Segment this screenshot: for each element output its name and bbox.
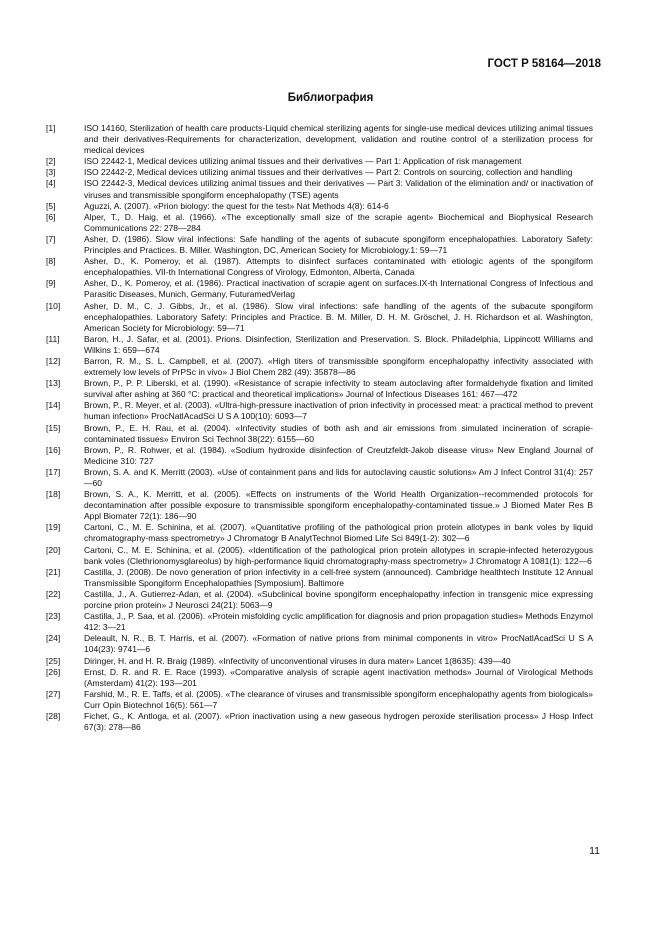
reference-item [46, 656, 593, 667]
reference-item [46, 334, 593, 356]
bibliography-list [46, 123, 593, 733]
reference-text: Brown, S. A., K. Merritt, et al. (2005). «Effects on instruments of the World Health Organization--recommended protocols for decontamination after possible exposure to transmissible spongiform encephalopathy-contaminated tissue.» J Biomed Mater Res B Appl Biomater 72(1): 186—90 [84, 489, 593, 522]
reference-number: [11] [46, 333, 60, 344]
reference-text: ISO 22442-2, Medical devices utilizing animal tissues and their derivatives — Part 2: Controls on sourcing, collection and handling [84, 167, 573, 178]
reference-number: [15] [46, 422, 61, 433]
reference-item [46, 633, 593, 655]
reference-item [46, 489, 593, 522]
reference-number: [27] [46, 688, 61, 699]
reference-item [46, 545, 593, 567]
reference-text: Brown, P., P. P. Liberski, et al. (1990). «Resistance of scrapie infectivity to steam autoclaving after formaldehyde fixation and limited survival after ashing at 360 °C: practical and theoretical implications» Journal of Infectious Diseases 161: 467—472 [84, 378, 593, 400]
reference-number: [10] [46, 300, 61, 311]
reference-number: [9] [46, 278, 56, 289]
reference-item [46, 711, 593, 733]
reference-text: ISO 14160, Sterilization of health care products-Liquid chemical sterilizing agents for single-use medical devices utilizing animal tissues and their derivatives-Requirements for characterization, development, validation and routine control of a sterilization process for medical devices [84, 123, 593, 156]
reference-item [46, 423, 593, 445]
reference-number: [23] [46, 611, 61, 622]
reference-text: Barron, R. M., S. L. Campbell, et al. (2007). «High titers of transmissible spongiform encephalopathy infectivity associated with extremely low levels of PrPSc in vivo» J Biol Chem 282 (49): 35878—86 [84, 355, 593, 378]
reference-number: [5] [46, 200, 56, 211]
reference-item [46, 356, 593, 378]
reference-number: [13] [46, 378, 61, 389]
reference-number: [14] [46, 400, 61, 411]
reference-text: Cartoni, C., M. E. Schinina, et al. (2005). «Identification of the pathological prion protein allotypes in scrapie-infected heterozygous bank voles (Clethrionomysglareolus) by high-performance liquid chromatography-mass spectrometry» J Chromatogr A 1081(1): 122—6 [84, 544, 593, 566]
reference-number: [2] [46, 156, 56, 167]
reference-number: [8] [46, 256, 56, 267]
reference-item [46, 301, 593, 334]
reference-item [46, 156, 593, 167]
reference-text: Baron, H., J. Safar, et al. (2001). Prions. Disinfection, Sterilization and Preservation. S. Block. Philadelphia, Lippincott Williams and Wilkins 1: 659—674 [84, 333, 593, 355]
reference-item [46, 589, 593, 611]
reference-item [46, 522, 593, 544]
reference-number: [12] [46, 355, 61, 366]
reference-number: [6] [46, 211, 56, 222]
reference-number: [16] [46, 444, 61, 455]
reference-text: Castilla, J. (2008). De novo generation of prion infectivity in a cell-free system (announced). Cambridge healthtech Institute 12 Annual Transmissible Spongiform Encephalopathies [Symposium]. Baltimore [84, 566, 593, 588]
reference-item [46, 278, 593, 300]
reference-text: Asher, D., K. Pomeroy, et al. (1986). Practical inactivation of scrapie agent on surfaces.IX-th International Congress of Infectious and Parasitic Diseases, Munich, Germany, FuturamedVerlag [84, 278, 593, 300]
reference-number: [18] [46, 489, 61, 500]
reference-item [46, 123, 593, 156]
reference-text: Brown, P., E. H. Rau, et al. (2004). «Infectivity studies of both ash and air emissions from simulated incineration of scrapie-contaminated tissues» Environ Sci Technol 38(22): 6155—60 [84, 422, 593, 444]
reference-item [46, 611, 593, 633]
reference-number: [26] [46, 666, 61, 677]
page-title: Библиография [287, 92, 374, 104]
reference-text: Brown, P., R. Rohwer, et al. (1984). «Sodium hydroxide disinfection of Creutzfeldt-Jakob disease virus» New England Journal of Medicine 310: 727 [84, 444, 593, 466]
reference-number: [21] [46, 566, 61, 577]
reference-text: Asher, D. M., C. J. Gibbs, Jr., et al. (1986). Slow viral infections: safe handling of the agents of the subacute spongiform encephalopathies. Laboratory Safety: Principles and Practice. B. M. Miller, D. H. M. Gröschel, J. H. Richardson et al. Washington, American Society for Microbiology: 59—71 [84, 300, 593, 333]
reference-number: [20] [46, 544, 61, 555]
reference-text: ISO 22442-1, Medical devices utilizing animal tissues and their derivatives — Part 1: Application of risk management [84, 156, 522, 167]
reference-number: [3] [46, 167, 56, 178]
document-standard-number: ГОСТ Р 58164—2018 [487, 58, 601, 70]
reference-text: Castilla, J., A. Gutierrez-Adan, et al. (2004). «Subclinical bovine spongiform encephalopathy infection in transgenic mice expressing porcine prion protein» J Neurosci 24(21): 5063—9 [84, 588, 593, 611]
reference-item [46, 167, 593, 178]
reference-item [46, 378, 593, 400]
reference-text: Diringer, H. and H. R. Braig (1989). «Infectivity of unconventional viruses in dura mater» Lancet 1(8635): 439—40 [84, 655, 511, 666]
reference-item [46, 234, 593, 256]
reference-text: Aguzzi, A. (2007). «Prion biology: the quest for the test» Nat Methods 4(8): 614-6 [84, 200, 389, 211]
reference-text: Brown, P., R. Meyer, et al. (2003). «Ultra-high-pressure inactivation of prion infectivity in processed meat: a practical method to prevent human infection» ProcNatlAcadSci U S A 100(10): 6093—7 [84, 400, 593, 422]
reference-item [46, 467, 593, 489]
reference-text: Fichet, G., K. Antloga, et al. (2007). «Prion inactivation using a new gaseous hydrogen peroxide sterilisation process» J Hosp Infect 67(3): 278—86 [84, 710, 593, 733]
reference-item [46, 567, 593, 589]
reference-text: Asher, D., K. Pomeroy, et al. (1987). Attempts to disinfect surfaces contaminated with etiologic agents of the spongiform encephalopathies. VII-th International Congress of Virology, Edmonton, Alberta, Canada [84, 256, 593, 278]
reference-number: [28] [46, 710, 61, 721]
reference-item [46, 445, 593, 467]
reference-item [46, 689, 593, 711]
reference-item [46, 667, 593, 689]
reference-text: Alper, T., D. Haig, et al. (1966). «The exceptionally small size of the scrapie agent» Biochemical and Biophysical Research Communications 22: 278—284 [84, 211, 593, 233]
reference-item [46, 400, 593, 422]
reference-number: [24] [46, 633, 61, 644]
reference-item [46, 178, 593, 200]
reference-text: Cartoni, C., M. E. Schinina, et al. (2007). «Quantitative profiling of the pathological prion protein allotypes in bank voles by liquid chromatography-mass spectrometry» J Chromatogr B AnalytTechnol Biomed Life Sci 849(1-2): 302—6 [84, 522, 593, 544]
reference-number: [22] [46, 588, 61, 599]
reference-number: [1] [46, 123, 56, 133]
reference-text: Deleault, N. R., B. T. Harris, et al. (2007). «Formation of native prions from minimal components in vitro» ProcNatlAcadSci U S A 104(23): 9741—6 [84, 633, 593, 655]
reference-text: Castilla, J., P. Saa, et al. (2006). «Protein misfolding cyclic amplification for diagnosis and prion propagation studies» Methods Enzymol 412: 3—21 [84, 611, 593, 633]
reference-text: ISO 22442-3, Medical devices utilizing animal tissues and their derivatives — Part 3: Validation of the elimination and/ or inactivation of viruses and transmissible spongiform encephalopathy (TSE) agents [84, 178, 593, 200]
reference-text: Brown, S. A. and K. Merritt (2003). «Use of containment pans and lids for autoclaving caustic solutions» Am J Infect Control 31(4): 257—60 [84, 466, 593, 488]
reference-number: [19] [46, 522, 61, 533]
reference-number: [7] [46, 233, 56, 244]
page-number: 11 [589, 845, 600, 857]
reference-number: [25] [46, 655, 61, 666]
reference-text: Ernst, D. R. and R. E. Race (1993). «Comparative analysis of scrapie agent inactivation methods» Journal of Virological Methods (Amsterdam) 41(2): 193—201 [84, 666, 593, 688]
reference-text: Asher, D. (1986). Slow viral infections: Safe handling of the agents of subacute spongiform encephalopathies. Laboratory Safety: Principles and Practices. B. Miller. Washington, DC, American Society for Microbiology.1: 59—71 [84, 233, 593, 256]
reference-item [46, 212, 593, 234]
reference-text: Farshid, M., R. E. Taffs, et al. (2005). «The clearance of viruses and transmissible spongiform encephalopathy agents from biologicals» Curr Opin Biotechnol 16(5): 561—7 [84, 688, 593, 710]
reference-item [46, 256, 593, 278]
reference-number: [4] [46, 178, 56, 189]
reference-number: [17] [46, 466, 61, 477]
reference-item [46, 201, 593, 212]
